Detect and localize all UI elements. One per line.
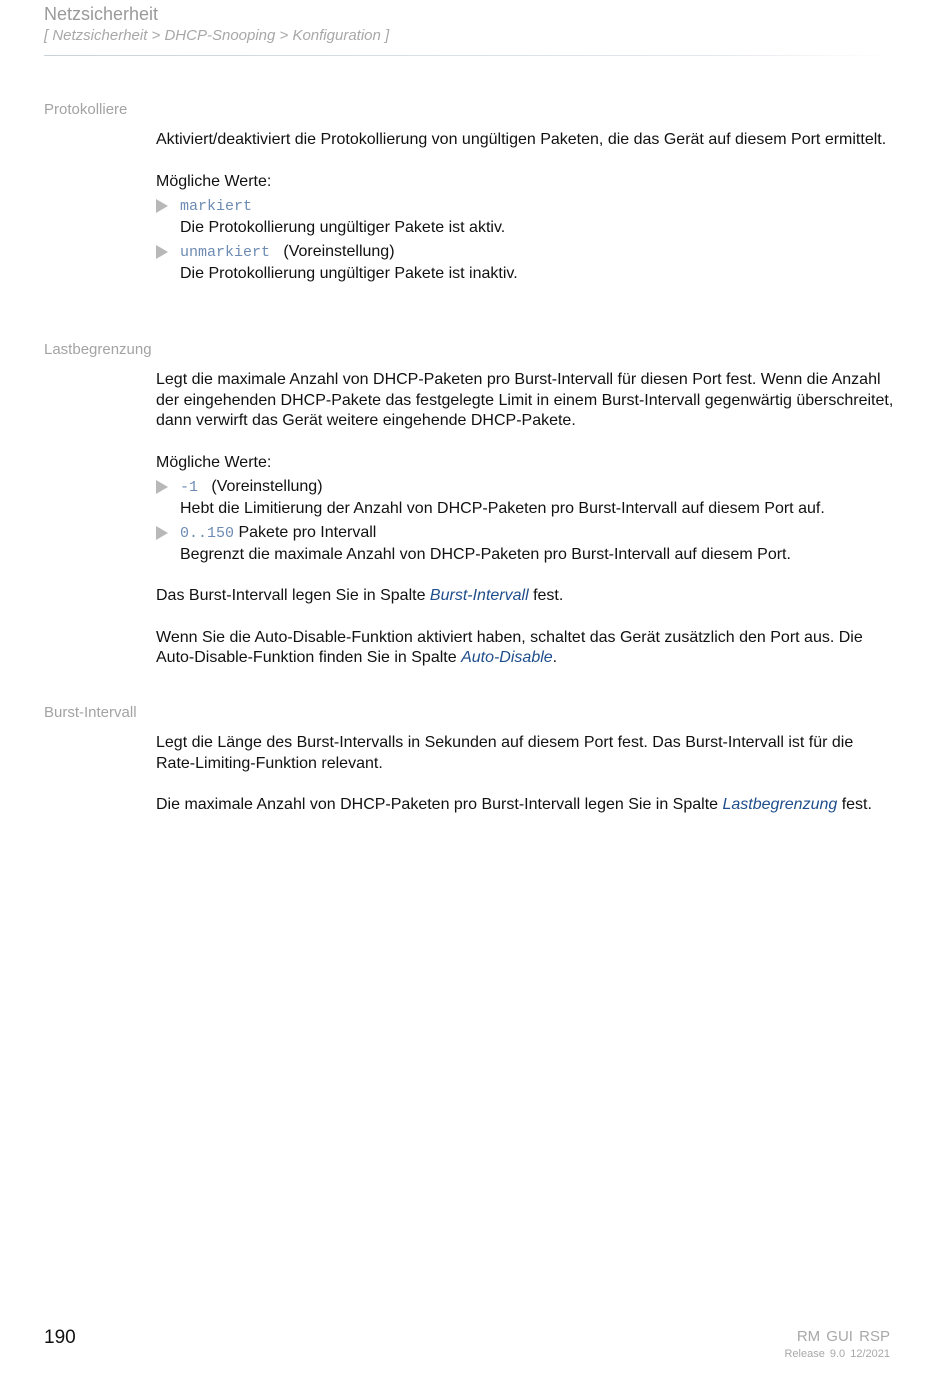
value-code: -1: [180, 479, 199, 496]
values-heading: Mögliche Werte:: [156, 172, 272, 190]
value-suffix: Pakete pro Intervall: [238, 524, 377, 541]
section-body-burst-intervall: [156, 733, 896, 816]
value-code: 0..150: [180, 525, 235, 542]
value-item: [156, 196, 896, 238]
note-text: fest.: [528, 587, 564, 604]
section-label-burst-intervall: Burst-Intervall: [44, 704, 137, 721]
value-code: markiert: [180, 198, 253, 215]
section-intro: Aktiviert/deaktiviert die Protokollierung von ungültigen Paketen, die das Gerät auf diesem Port ermittelt.: [156, 131, 887, 148]
note-text: Das Burst-Intervall legen Sie in Spalte: [156, 587, 430, 604]
note-auto-disable: [156, 628, 896, 669]
value-description: Die Protokollierung ungültiger Pakete ist aktiv.: [180, 218, 506, 236]
triangle-bullet-icon: [156, 526, 168, 540]
value-suffix: (Voreinstellung): [283, 243, 395, 260]
values-heading: Mögliche Werte:: [156, 453, 272, 471]
value-suffix: (Voreinstellung): [211, 478, 323, 495]
section-body-protokolliere: [156, 130, 896, 284]
note-text: .: [552, 649, 558, 666]
section-label-lastbegrenzung: Lastbegrenzung: [44, 341, 152, 358]
value-description: Die Protokollierung ungültiger Pakete ist inaktiv.: [180, 264, 518, 282]
link-burst-intervall[interactable]: Burst-Intervall: [429, 587, 529, 604]
value-description: Begrenzt die maximale Anzahl von DHCP-Paketen pro Burst-Intervall auf diesem Port.: [180, 545, 791, 563]
note-burst-interval: [156, 586, 896, 607]
note-text: Wenn Sie die Auto-Disable-Funktion aktiviert haben, schaltet das Gerät zusätzlich den Port aus. Die Auto-Disable-Funktion finden Sie in Spalte: [156, 628, 863, 666]
section-intro: Legt die Länge des Burst-Intervalls in Sekunden auf diesem Port fest. Das Burst-Intervall ist für die Rate-Limiting-Funktion relevant.: [156, 734, 854, 772]
value-description: Hebt die Limitierung der Anzahl von DHCP-Paketen pro Burst-Intervall auf diesem Port auf.: [180, 499, 825, 517]
document-name: RM GUI RSP: [796, 1328, 890, 1345]
value-code: unmarkiert: [180, 244, 271, 261]
value-item: [156, 477, 896, 519]
release-info: Release 9.0 12/2021: [784, 1348, 890, 1360]
page-header: [44, 4, 890, 47]
triangle-bullet-icon: [156, 480, 168, 494]
note-lastbegrenzung: [156, 795, 896, 816]
footer-info: [784, 1328, 890, 1360]
note-text: fest.: [837, 796, 872, 813]
link-lastbegrenzung[interactable]: Lastbegrenzung: [722, 796, 838, 813]
section-label-protokolliere: Protokolliere: [44, 101, 128, 118]
section-intro: Legt die maximale Anzahl von DHCP-Paketen pro Burst-Intervall für diesen Port fest. Wenn die Anzahl der eingehenden DHCP-Pakete das festgelegte Limit in einem Burst-Intervall gegenwärtig überschreitet, dann verwirft das Gerät weitere eingehende DHCP-Pakete.: [156, 371, 894, 429]
breadcrumb: [ Netzsicherheit > DHCP-Snooping > Konfiguration ]: [44, 27, 390, 44]
value-item: [156, 523, 896, 565]
triangle-bullet-icon: [156, 245, 168, 259]
triangle-bullet-icon: [156, 199, 168, 213]
value-item: [156, 242, 896, 284]
note-text: Die maximale Anzahl von DHCP-Paketen pro Burst-Intervall legen Sie in Spalte: [156, 796, 723, 813]
chapter-title: Netzsicherheit: [44, 4, 159, 24]
section-body-lastbegrenzung: [156, 370, 896, 669]
link-auto-disable[interactable]: Auto-Disable: [461, 649, 553, 666]
header-divider: [44, 55, 890, 56]
page-number: 190: [44, 1327, 76, 1348]
